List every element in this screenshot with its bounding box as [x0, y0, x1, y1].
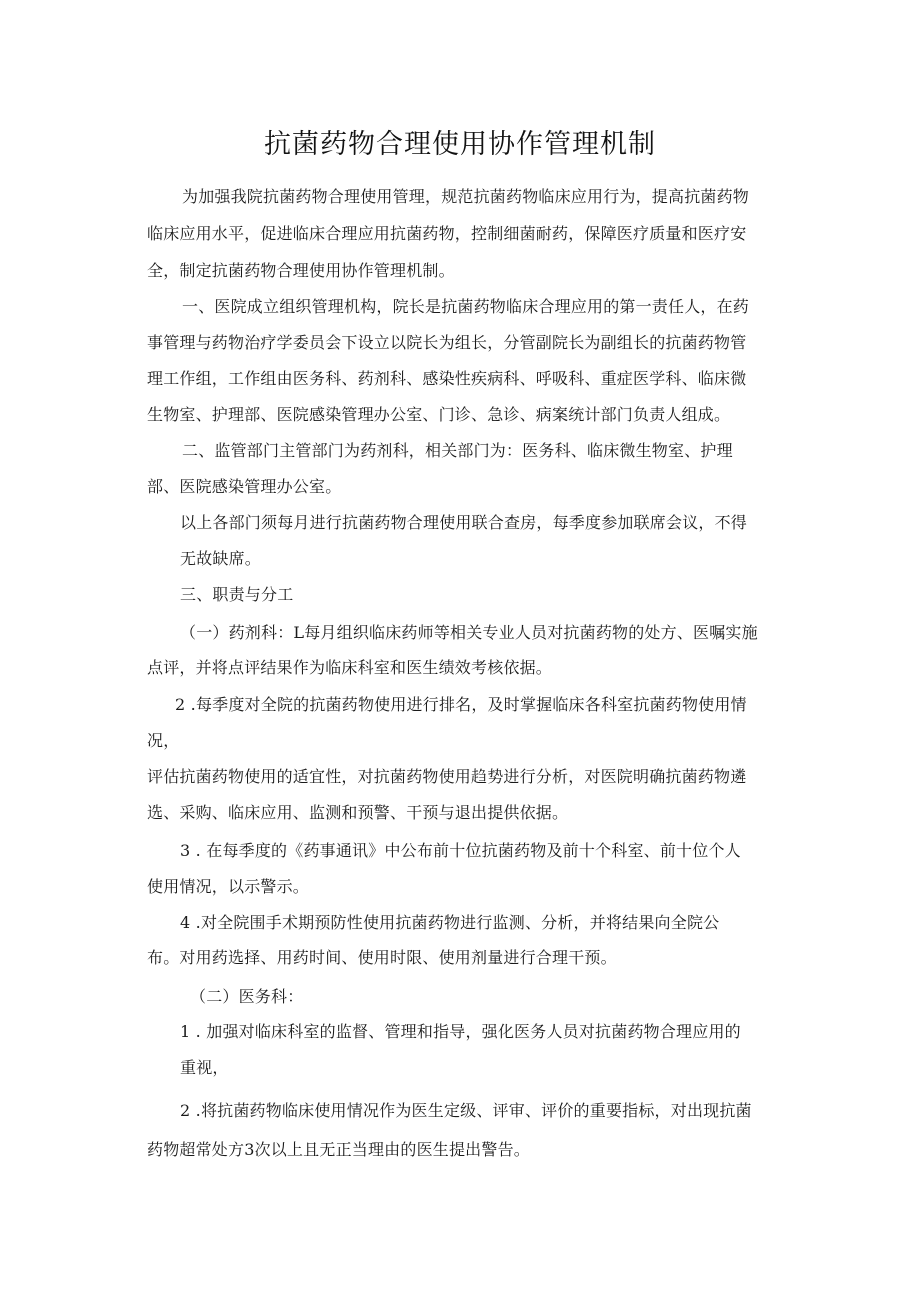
section-heading: （二）医务科：	[190, 987, 304, 1006]
paragraph-line: 全，制定抗菌药物合理使用协作管理机制。	[147, 261, 455, 280]
section-heading: 三、职责与分工	[180, 585, 294, 604]
paragraph-line: 部、医院感染管理办公室。	[147, 477, 342, 496]
paragraph-line: 理工作组，工作组由医务科、药剂科、感染性疾病科、呼吸科、重症医学科、临床微	[147, 369, 747, 388]
paragraph-line: 4 .对全院围手术期预防性使用抗菌药物进行监测、分析，并将结果向全院公	[180, 913, 720, 932]
document-title: 抗菌药物合理使用协作管理机制	[264, 129, 656, 160]
paragraph-line: 无故缺席。	[180, 549, 262, 568]
paragraph-line: 为加强我院抗菌药物合理使用管理，规范抗菌药物临床应用行为，提高抗菌药物	[182, 187, 750, 206]
paragraph-line: 临床应用水平，促进临床合理应用抗菌药物，控制细菌耐药，保障医疗质量和医疗安	[147, 224, 747, 243]
paragraph-line: 重视，	[180, 1058, 229, 1077]
paragraph-line: 二、监管部门主管部门为药剂科，相关部门为：医务科、临床微生物室、护理	[182, 441, 733, 460]
paragraph-line: 以上各部门须每月进行抗菌药物合理使用联合查房，每季度参加联席会议，不得	[180, 513, 748, 532]
paragraph-line: 点评，并将点评结果作为临床科室和医生绩效考核依据。	[147, 658, 553, 677]
paragraph-line: 况，	[147, 731, 180, 750]
paragraph-line: 2 .每季度对全院的抗菌药物使用进行排名，及时掌握临床各科室抗菌药物使用情	[175, 695, 747, 714]
paragraph-line: 3 . 在每季度的《药事通讯》中公布前十位抗菌药物及前十个科室、前十位个人	[180, 841, 741, 860]
paragraph-line: 选、采购、临床应用、监测和预警、干预与退出提供依据。	[147, 803, 569, 822]
paragraph-line: （一）药剂科：L每月组织临床药师等相关专业人员对抗菌药物的处方、医嘱实施	[180, 623, 758, 642]
paragraph-line: 一、医院成立组织管理机构，院长是抗菌药物临床合理应用的第一责任人，在药	[182, 297, 750, 316]
paragraph-line: 事管理与药物治疗学委员会下设立以院长为组长，分管副院长为副组长的抗菌药物管	[147, 333, 747, 352]
paragraph-line: 2 .将抗菌药物临床使用情况作为医生定级、评审、评价的重要指标，对出现抗菌	[180, 1101, 752, 1120]
paragraph-line: 药物超常处方3次以上且无正当理由的医生提出警告。	[147, 1140, 530, 1159]
paragraph-line: 评估抗菌药物使用的适宜性，对抗菌药物使用趋势进行分析，对医院明确抗菌药物遴	[147, 767, 747, 786]
paragraph-line: 生物室、护理部、医院感染管理办公室、门诊、急诊、病案统计部门负责人组成。	[147, 405, 731, 424]
paragraph-line: 布。对用药选择、用药时间、使用时限、使用剂量进行合理干预。	[147, 948, 617, 967]
paragraph-line: 使用情况，以示警示。	[147, 877, 310, 896]
paragraph-line: 1 . 加强对临床科室的监督、管理和指导，强化医务人员对抗菌药物合理应用的	[180, 1022, 741, 1041]
